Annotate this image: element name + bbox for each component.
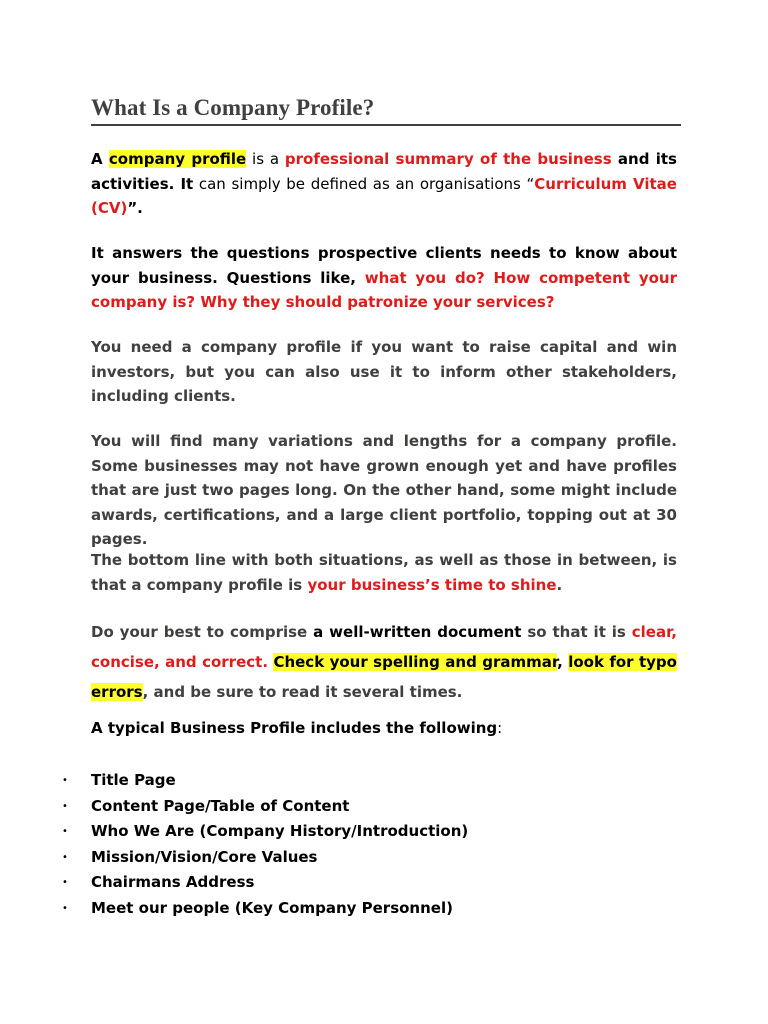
paragraph-list-intro xyxy=(91,716,677,741)
text-run: A xyxy=(91,150,109,168)
emphasis-questions: what you do? How competent your company is? Why they should patronize your services? xyxy=(91,268,677,311)
emphasis-curriculum-vitae: Curriculum Vitae (CV) xyxy=(91,174,677,217)
list-item xyxy=(62,794,468,820)
bullet-icon: • xyxy=(62,902,68,914)
text-run: A typical Business Profile includes the following xyxy=(91,719,498,737)
profile-contents-list xyxy=(62,768,468,921)
emphasis-professional-summary: professional summary of the business xyxy=(284,150,612,168)
list-item-label: Title Page xyxy=(91,771,176,789)
list-item-label: Meet our people (Key Company Personnel) xyxy=(91,898,453,917)
list-item xyxy=(62,819,468,845)
title-underline xyxy=(91,124,681,126)
paragraph-need: You need a company profile if you want to raise capital and win investors, but you can also use it to inform other stakeholders, including clients. xyxy=(91,338,677,405)
text-run: is a xyxy=(246,150,285,168)
text-run: Do your best to comprise xyxy=(91,623,314,641)
highlight-typo-errors: look for typo errors xyxy=(91,653,677,701)
list-item xyxy=(62,896,468,922)
text-run: The bottom line with both situations, as well as those in between, is that a company profile is xyxy=(91,551,677,594)
list-item xyxy=(62,870,468,896)
bullet-icon: • xyxy=(62,800,68,812)
list-item-label: Who We Are (Company History/Introduction) xyxy=(91,822,469,840)
paragraph-definition xyxy=(91,147,677,221)
bullet-icon: • xyxy=(62,851,68,863)
bullet-icon: • xyxy=(62,826,68,837)
text-run: : xyxy=(497,719,503,737)
text-run: and its activities. It xyxy=(91,150,677,193)
text-run: , and be sure to read it several times. xyxy=(142,683,463,701)
highlight-company-profile: company profile xyxy=(108,150,247,168)
emphasis-clear-concise: clear, concise, and correct. xyxy=(91,623,677,671)
text-run: ”. xyxy=(127,199,143,217)
page-title: What Is a Company Profile? xyxy=(91,95,375,120)
bullet-icon: • xyxy=(62,775,68,786)
emphasis-time-to-shine: your business’s time to shine xyxy=(307,575,557,594)
text-run: . xyxy=(556,575,563,594)
text-run: can simply be defined as an organisations “ xyxy=(193,174,535,193)
list-item xyxy=(62,845,468,871)
paragraph-questions xyxy=(91,241,677,315)
text-run: It answers the questions prospective clients needs to know about your business. Questions like, xyxy=(91,244,677,287)
paragraph-variations: You will find many variations and lengths for a company profile. Some businesses may not have grown enough yet and have profiles that are just two pages long. On the other hand, some might include awards, certifications, and a large client portfolio, topping out at 30 pages. xyxy=(91,432,677,548)
highlight-spelling-grammar: Check your spelling and grammar xyxy=(273,653,558,671)
bullet-icon: • xyxy=(62,877,68,888)
emphasis-well-written: a well-written document xyxy=(313,623,522,641)
paragraph-best-practice xyxy=(91,617,677,707)
list-item-label: Content Page/Table of Content xyxy=(91,796,350,815)
list-item-label: Mission/Vision/Core Values xyxy=(91,847,318,866)
list-item xyxy=(62,768,468,794)
text-run: so that it is xyxy=(521,623,632,641)
paragraph-bottom-line xyxy=(91,548,677,597)
text-run: , xyxy=(557,653,569,671)
list-item-label: Chairmans Address xyxy=(91,873,255,891)
